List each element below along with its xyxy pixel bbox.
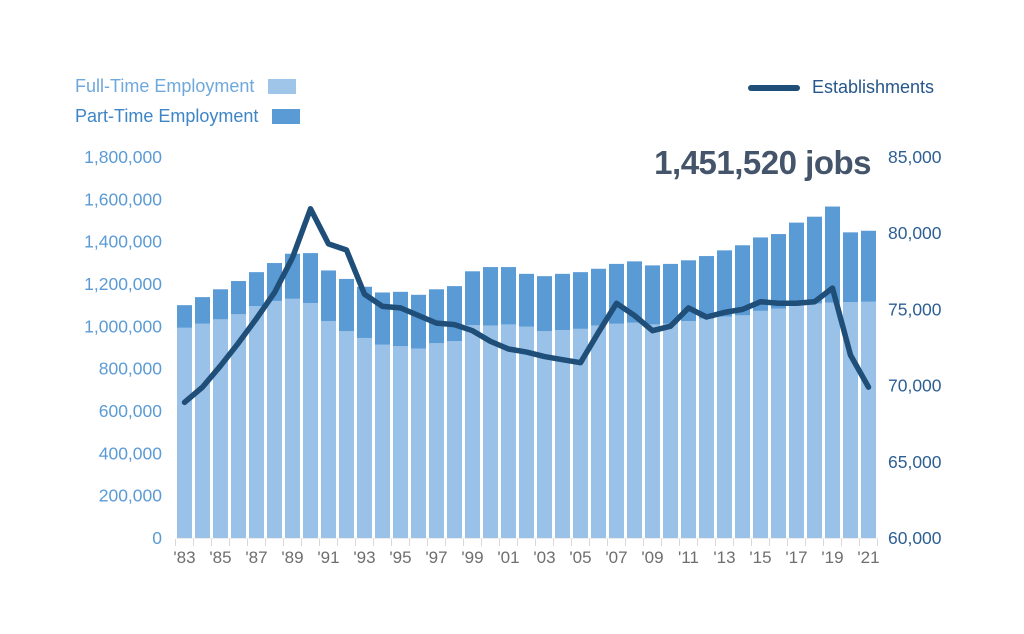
left-axis-label: 0 (152, 528, 162, 548)
part-time-bar-2017 (789, 223, 804, 306)
x-axis-label-95: '95 (389, 548, 412, 567)
left-axis-label: 1,800,000 (84, 147, 162, 167)
x-axis-label-01: '01 (497, 548, 520, 567)
full-time-bar-1993 (357, 338, 372, 538)
x-axis-label-15: '15 (749, 548, 772, 567)
legend-label-establishments: Establishments (812, 77, 935, 97)
full-time-bar-1988 (267, 301, 282, 538)
full-time-bar-2018 (807, 303, 822, 538)
part-time-bar-1990 (303, 253, 318, 303)
full-time-bar-2008 (627, 323, 642, 538)
part-time-bar-1991 (321, 270, 336, 321)
x-axis-label-21: '21 (857, 548, 880, 567)
part-time-bar-2003 (537, 276, 552, 331)
left-axis-label: 1,200,000 (84, 274, 162, 294)
legend-label-part-time: Part-Time Employment (75, 106, 259, 126)
part-time-bar-2002 (519, 274, 534, 327)
full-time-bar-2006 (591, 325, 606, 538)
part-time-bar-2005 (573, 272, 588, 329)
x-axis-label-93: '93 (353, 548, 376, 567)
full-time-bar-2003 (537, 331, 552, 538)
full-time-bar-2017 (789, 305, 804, 538)
part-time-bar-2020 (843, 232, 858, 302)
full-time-bar-1998 (447, 341, 462, 538)
x-axis-label-99: '99 (461, 548, 484, 567)
full-time-bar-2010 (663, 324, 678, 538)
full-time-bar-2015 (753, 311, 768, 538)
right-axis-label: 75,000 (888, 299, 942, 320)
full-time-bar-1984 (195, 324, 210, 538)
x-axis-label-11: '11 (678, 548, 699, 567)
left-axis-label: 1,000,000 (84, 316, 162, 337)
left-axis-label: 600,000 (98, 401, 162, 421)
x-axis-label-89: '89 (281, 548, 304, 567)
part-time-bar-1995 (393, 292, 408, 346)
full-time-bar-2019 (825, 303, 840, 538)
full-time-bar-1990 (303, 303, 318, 538)
full-time-bar-1987 (249, 306, 264, 538)
full-time-bar-1992 (339, 331, 354, 538)
part-time-bar-1996 (411, 295, 426, 349)
jobs-total-headline: 1,451,520 jobs (654, 144, 871, 181)
right-axis-label: 60,000 (888, 528, 942, 548)
part-time-bar-2004 (555, 274, 570, 330)
full-time-bar-2007 (609, 324, 624, 538)
x-axis-label-83: '83 (173, 548, 196, 567)
left-axis-label: 1,400,000 (84, 231, 162, 252)
part-time-bar-1984 (195, 297, 210, 324)
left-axis-label: 1,600,000 (84, 189, 162, 210)
part-time-bar-1983 (177, 305, 192, 328)
x-axis-label-97: '97 (425, 548, 448, 567)
full-time-bar-1994 (375, 345, 390, 538)
right-axis-label: 80,000 (888, 223, 942, 244)
left-axis-label: 800,000 (98, 358, 162, 379)
part-time-bar-2001 (501, 267, 516, 324)
full-time-bar-2021 (861, 302, 876, 538)
full-time-bar-2001 (501, 324, 516, 538)
part-time-bar-2009 (645, 265, 660, 324)
full-time-bar-2002 (519, 327, 534, 538)
part-time-bar-2010 (663, 264, 678, 324)
part-time-bar-1997 (429, 289, 444, 343)
full-time-bar-2014 (735, 315, 750, 538)
x-axis-label-85: '85 (209, 548, 232, 567)
part-time-bar-2012 (699, 256, 714, 319)
x-axis-label-05: '05 (569, 548, 592, 567)
full-time-bar-1991 (321, 321, 336, 538)
right-axis-label: 85,000 (888, 147, 942, 167)
x-axis-label-03: '03 (533, 548, 556, 567)
x-axis-label-17: '17 (785, 548, 808, 567)
left-axis-label: 400,000 (98, 443, 162, 464)
part-time-bar-1985 (213, 289, 228, 319)
part-time-bar-1992 (339, 279, 354, 331)
full-time-bar-1996 (411, 349, 426, 538)
full-time-bar-2012 (699, 319, 714, 538)
part-time-bar-2013 (717, 250, 732, 316)
part-time-bar-2018 (807, 217, 822, 304)
full-time-bar-1985 (213, 319, 228, 538)
part-time-bar-1986 (231, 281, 246, 314)
x-axis-label-09: '09 (641, 548, 664, 567)
part-time-bar-2006 (591, 269, 606, 326)
part-time-bar-2016 (771, 234, 786, 309)
part-time-bar-1999 (465, 271, 480, 325)
x-axis-label-91: '91 (317, 548, 340, 567)
full-time-bar-1983 (177, 328, 192, 538)
legend-label-full-time: Full-Time Employment (75, 76, 255, 96)
full-time-bar-1989 (285, 299, 300, 538)
part-time-bar-1987 (249, 272, 264, 306)
full-time-bar-2009 (645, 324, 660, 538)
full-time-bar-2016 (771, 309, 786, 538)
full-time-bar-2013 (717, 317, 732, 538)
part-time-bar-1998 (447, 286, 462, 341)
part-time-bar-2021 (861, 231, 876, 302)
part-time-bar-2000 (483, 267, 498, 325)
x-axis-label-87: '87 (245, 548, 268, 567)
right-axis-label: 70,000 (888, 375, 942, 396)
full-time-bar-2011 (681, 321, 696, 538)
x-axis-label-19: '19 (821, 548, 844, 567)
full-time-bar-2000 (483, 325, 498, 538)
right-axis-label: 65,000 (888, 451, 942, 472)
x-axis-label-13: '13 (713, 548, 736, 567)
full-time-bar-1995 (393, 346, 408, 538)
full-time-bar-1999 (465, 325, 480, 538)
full-time-bar-1997 (429, 343, 444, 538)
left-axis-label: 200,000 (98, 485, 162, 506)
x-axis-label-07: '07 (605, 548, 628, 567)
